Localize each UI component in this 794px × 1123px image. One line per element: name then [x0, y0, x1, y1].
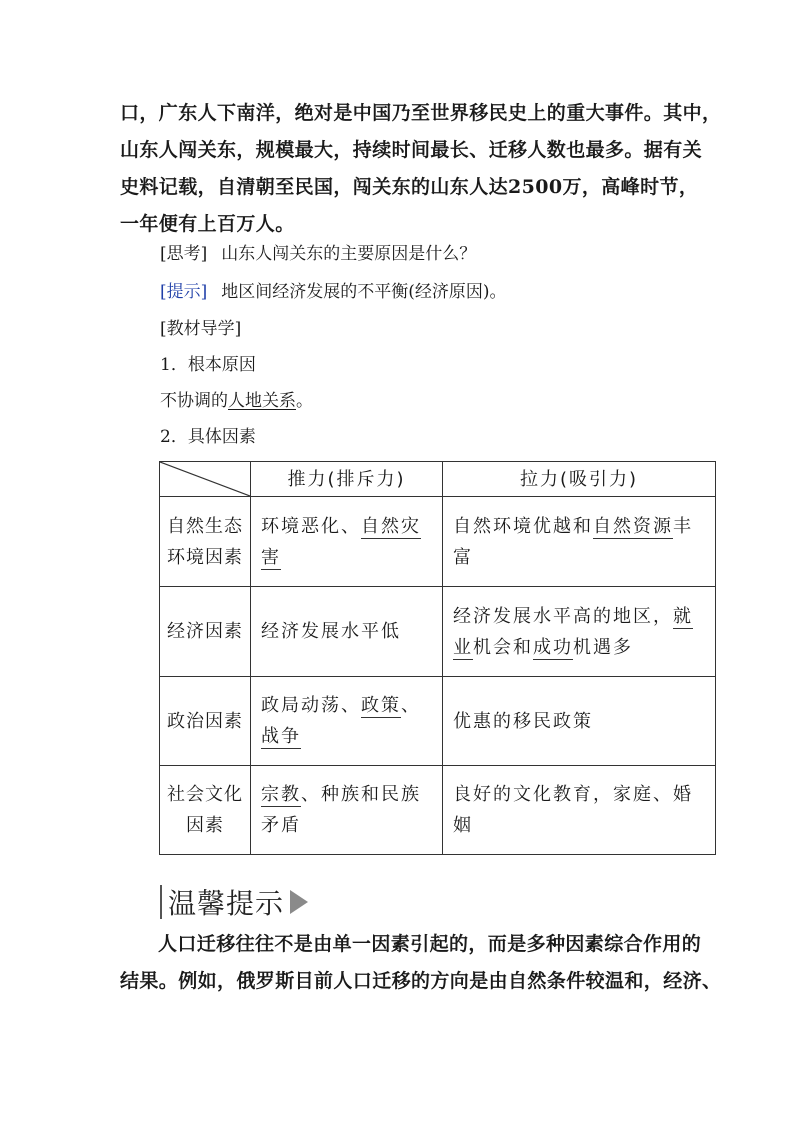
play-arrow-icon — [290, 890, 308, 914]
tip-paragraph — [120, 926, 722, 1000]
specific-factors-heading — [160, 425, 256, 449]
underlined-term: 自然灾害 — [261, 515, 421, 568]
push-factor-cell — [251, 677, 443, 766]
table-header-row — [160, 462, 716, 497]
think-question — [160, 242, 476, 266]
specific-factors-heading-text: 2．具体因素 — [160, 427, 256, 447]
intro-line: 口，广东人下南洋，绝对是中国乃至世界移民史上的重大事件。其中， — [120, 102, 722, 124]
root-cause-suffix: 。 — [296, 391, 313, 411]
root-cause-prefix: 不协调的 — [160, 391, 228, 411]
table-row — [160, 677, 716, 766]
intro-line: 一年便有上百万人。 — [120, 213, 295, 235]
cell-text: 机会和 — [473, 636, 533, 658]
cell-text: 经济发展水平高的地区， — [453, 605, 673, 627]
migration-factors-table — [159, 461, 716, 855]
cell-text: 政局动荡、 — [261, 695, 361, 716]
pull-header: 拉力(吸引力) — [443, 462, 716, 497]
tip-bar-icon — [160, 885, 162, 919]
underlined-term: 成功 — [533, 636, 573, 658]
underlined-term: 自然资源 — [593, 515, 673, 537]
factor-category: 政治因素 — [160, 677, 251, 766]
factor-category: 社会文化因素 — [160, 766, 251, 855]
hint-text: 地区间经济发展的不平衡(经济原因)。 — [221, 282, 507, 302]
underlined-term: 战争 — [261, 726, 301, 747]
underlined-term: 就业 — [453, 605, 693, 658]
diagonal-line — [160, 462, 250, 496]
cell-text: 、种族和民族矛盾 — [261, 784, 421, 836]
push-factor-cell — [251, 497, 443, 587]
pull-factor-cell — [443, 766, 716, 855]
cell-text: 经济发展水平低 — [261, 621, 401, 642]
cell-text: 优惠的移民政策 — [453, 710, 593, 732]
intro-paragraph — [120, 95, 722, 243]
factor-category: 经济因素 — [160, 587, 251, 677]
hint-tag: [提示] — [160, 282, 208, 302]
guide-tag: [教材导学] — [160, 319, 242, 339]
diagonal-corner-cell — [160, 462, 251, 497]
cell-text: 自然环境优越和 — [453, 515, 593, 537]
cell-text: 环境恶化、 — [261, 515, 361, 537]
think-text: 山东人闯关东的主要原因是什么？ — [221, 244, 477, 264]
hint-answer — [160, 280, 507, 304]
tip-title: 温馨提示 — [168, 887, 285, 920]
root-cause-text — [160, 389, 313, 413]
root-cause-keyword: 人地关系 — [228, 391, 296, 411]
table-row — [160, 766, 716, 855]
pull-factor-cell — [443, 587, 716, 677]
push-header: 推力(排斥力) — [251, 462, 443, 497]
pull-factor-cell — [443, 497, 716, 587]
cell-text: 机遇多 — [573, 636, 633, 658]
underlined-term: 宗教 — [261, 784, 301, 805]
cell-text: 丰富 — [453, 515, 693, 568]
table-row — [160, 587, 716, 677]
textbook-guide-heading — [160, 317, 241, 341]
push-factor-cell — [251, 587, 443, 677]
root-cause-heading-text: 1．根本原因 — [160, 355, 256, 375]
intro-line: 山东人闯关东，规模最大，持续时间最长、迁移人数也最多。据有关 — [120, 139, 703, 161]
think-tag: [思考] — [160, 244, 208, 264]
underlined-term: 政策 — [361, 695, 401, 716]
tip-line: 人口迁移往往不是由单一因素引起的，而是多种因素综合作用的 — [158, 933, 702, 955]
intro-line: 史料记载，自清朝至民国，闯关东的山东人达2500万，高峰时节， — [120, 176, 699, 198]
tip-heading — [160, 882, 308, 922]
root-cause-heading — [160, 353, 256, 377]
tip-line: 结果。例如，俄罗斯目前人口迁移的方向是由自然条件较温和，经济、 — [120, 970, 722, 992]
pull-factor-cell — [443, 677, 716, 766]
cell-text: 、 — [401, 695, 421, 716]
factor-category: 自然生态环境因素 — [160, 497, 251, 587]
push-factor-cell — [251, 766, 443, 855]
cell-text: 良好的文化教育，家庭、婚姻 — [453, 784, 693, 836]
table-row — [160, 497, 716, 587]
